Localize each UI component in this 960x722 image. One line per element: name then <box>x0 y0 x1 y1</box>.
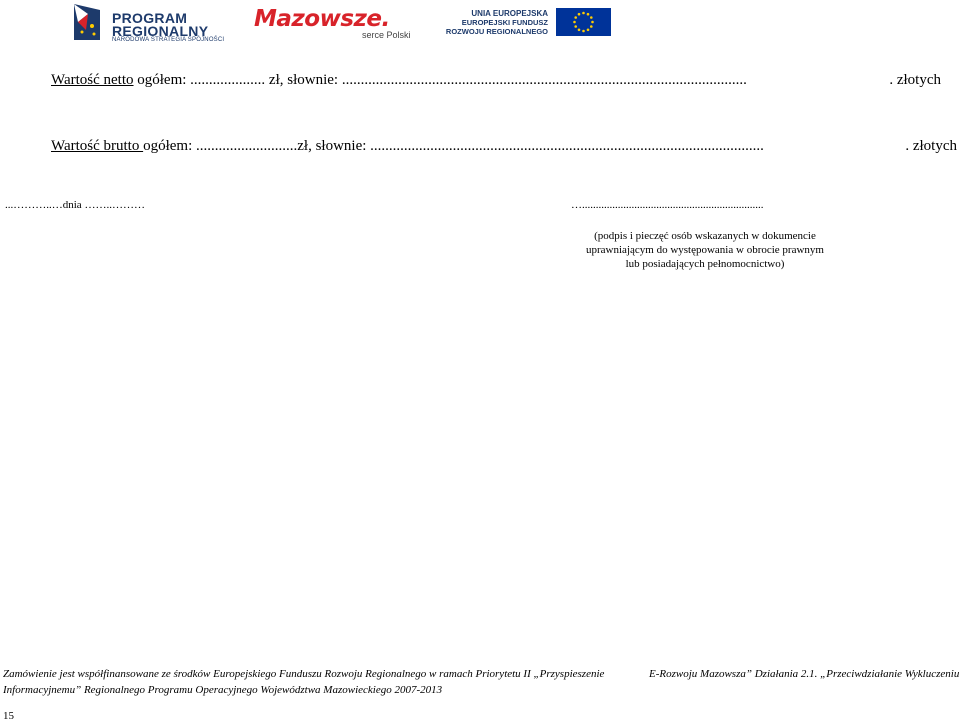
eu-text-2: EUROPEJSKI FUNDUSZ <box>461 18 548 27</box>
brutto-rest: ogółem: ...........................zł, słownie: ......................................................................................................... <box>143 138 764 154</box>
footer-line-2: Informacyjnemu” Regionalnego Programu Operacyjnego Województwa Mazowieckiego 2007-2013 <box>3 684 443 696</box>
eu-text-1: UNIA EUROPEJSKA <box>471 9 548 18</box>
brutto-suffix: . złotych <box>905 138 957 154</box>
netto-label: Wartość netto <box>51 72 134 88</box>
mazowsze-wordmark: Mazowsze. <box>254 6 390 32</box>
footer-line-1-right: E-Rozwoju Mazowsza” Działania 2.1. „Przeciwdziałanie Wykluczeniu <box>649 668 960 680</box>
signature-caption <box>540 229 870 271</box>
signature-caption-line-1: (podpis i pieczęć osób wskazanych w dokumencie <box>594 230 816 242</box>
footer-line-1-left: Zamówienie jest współfinansowane ze środków Europejskiego Funduszu Rozwoju Regionalnego w ramach Priorytetu II „Przyspieszenie <box>3 668 605 680</box>
eu-flag-icon <box>556 8 611 36</box>
mazowsze-logo <box>254 8 424 42</box>
regionalny-text: REGIONALNY <box>112 23 209 39</box>
signature-caption-line-3: lub posiadających pełnomocnictwo) <box>625 258 785 270</box>
program-regionalny-logo <box>72 2 232 44</box>
program-text: PROGRAM <box>112 10 188 26</box>
signature-dots: ….................................................................. <box>571 199 764 211</box>
brutto-label: Wartość brutto <box>51 138 144 154</box>
signature-caption-line-2: uprawniającym do występowania w obrocie prawnym <box>586 244 824 256</box>
mazowsze-subtitle: serce Polski <box>362 30 411 40</box>
date-line: ...………..…dnia ……..……… <box>5 199 145 211</box>
program-regionalny-flag-icon <box>72 2 102 42</box>
page-number: 15 <box>3 710 14 722</box>
brutto-line <box>51 138 957 155</box>
eu-text-3: ROZWOJU REGIONALNEGO <box>445 27 548 36</box>
strategia-text: NARODOWA STRATEGIA SPÓJNOŚCI <box>112 37 225 43</box>
netto-line <box>51 72 941 89</box>
eu-logo <box>445 8 616 40</box>
netto-rest: ogółem: .................... zł, słownie: ............................................................................................................ <box>133 72 747 88</box>
netto-suffix: . złotych <box>889 72 941 88</box>
